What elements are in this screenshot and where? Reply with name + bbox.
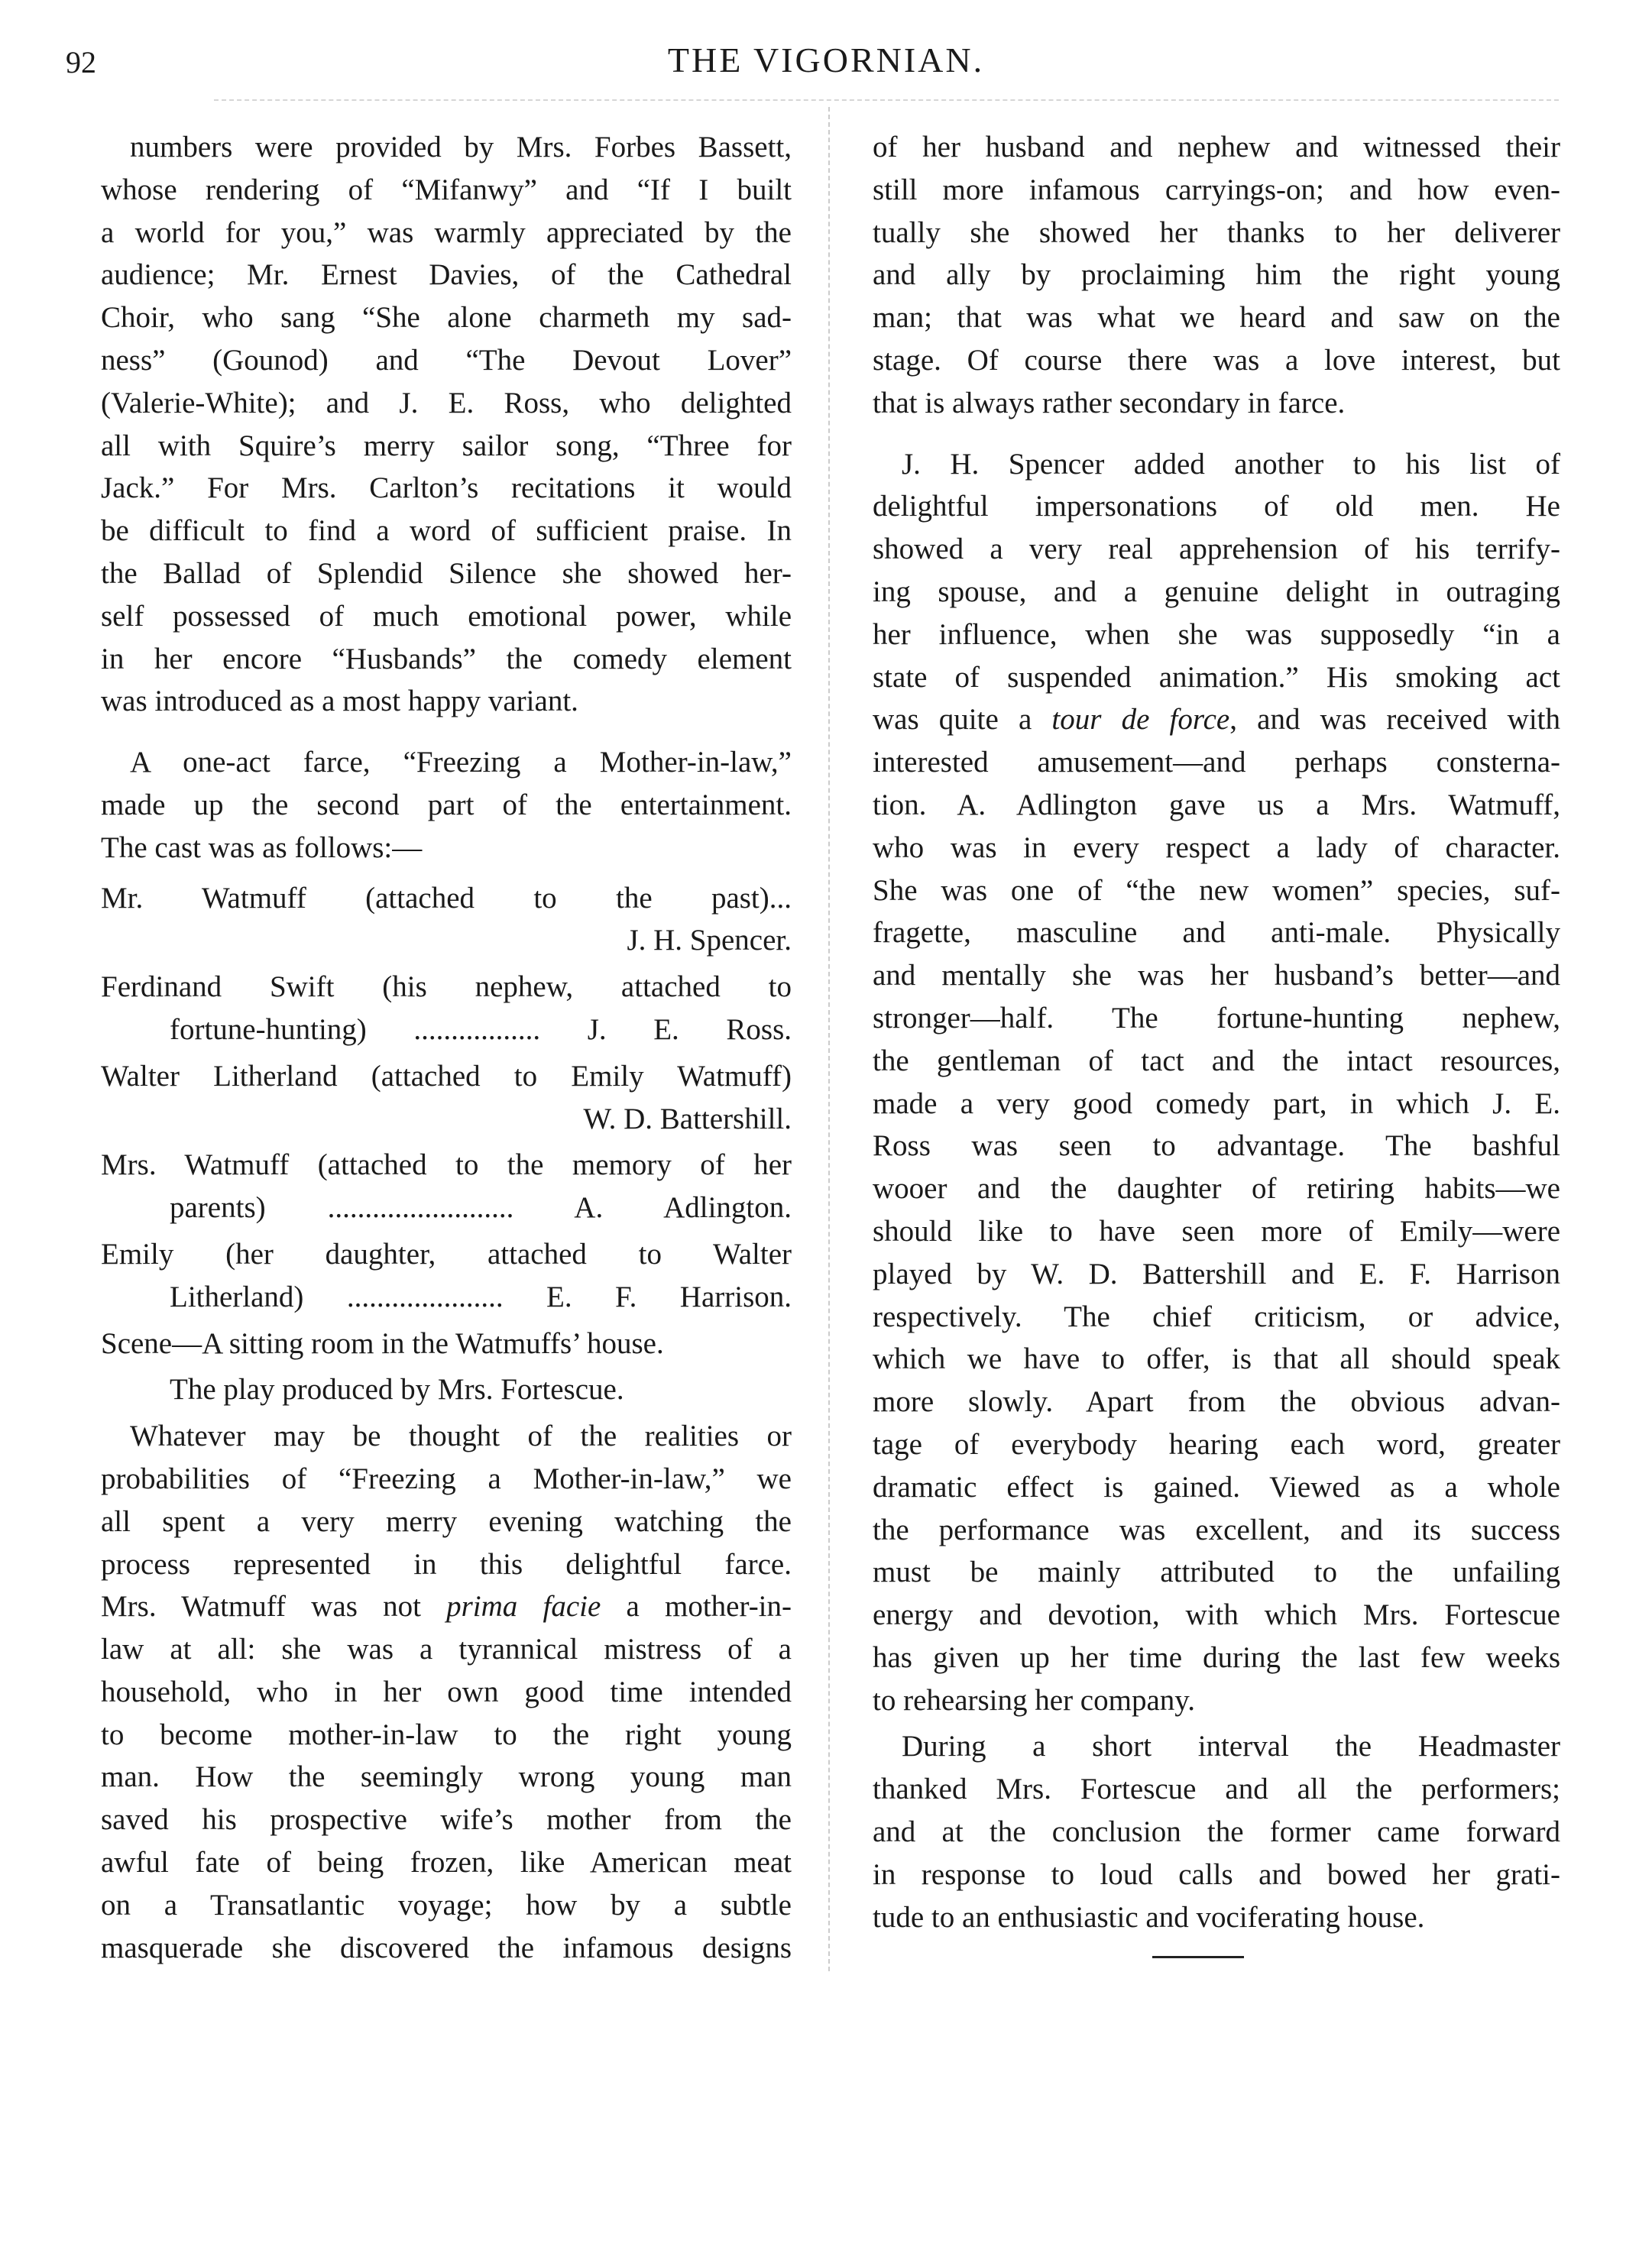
- text-line: masquerade she discovered the infamous designs: [101, 1931, 792, 1964]
- page-number: 92: [66, 45, 96, 79]
- text-line: played by W. D. Battershill and E. F. Harrison: [873, 1257, 1560, 1290]
- cast-actor: W. D. Battershill.: [583, 1102, 792, 1135]
- text-line: awful fate of being frozen, like American meat: [101, 1846, 792, 1880]
- paragraph: [873, 126, 1560, 425]
- text-line: J. H. Spencer added another to his list of: [902, 447, 1560, 481]
- text-line: Mr. Watmuff (attached to the past)...: [101, 881, 792, 915]
- text-line: fortune-hunting) ................. J. E. Ross.: [170, 1012, 792, 1046]
- text-line: who was in every respect a lady of character.: [873, 831, 1560, 864]
- text-line: and at the conclusion the former came forward: [873, 1815, 1560, 1849]
- paragraph: [101, 1415, 792, 1969]
- text-line: and mentally she was her husband’s better—and: [873, 959, 1560, 992]
- text-line: A one-act farce, “Freezing a Mother-in-law,”: [130, 746, 792, 779]
- text-line: state of suspended animation.” His smoking act: [873, 660, 1560, 694]
- page-title: THE VIGORNIAN.: [667, 40, 985, 79]
- text-line: tually she showed her thanks to her deliverer: [873, 215, 1560, 249]
- text-line: Litherland) ..................... E. F. Harrison.: [170, 1280, 792, 1313]
- text-line: [873, 698, 1560, 741]
- paragraph: [873, 1725, 1560, 1938]
- text-line: [101, 1585, 792, 1628]
- text-line: dramatic effect is gained. Viewed as a whole: [873, 1470, 1560, 1504]
- cast-entry: [101, 1233, 792, 1319]
- text-line: Emily (her daughter, attached to Walter: [101, 1237, 792, 1271]
- text-line: Jack.” For Mrs. Carlton’s recitations it would: [101, 471, 792, 505]
- text-line: The cast was as follows:—: [101, 831, 423, 864]
- text-line: energy and devotion, with which Mrs. Fortescue: [873, 1598, 1560, 1632]
- text-line: During a short interval the Headmaster: [902, 1730, 1560, 1763]
- text-line: probabilities of “Freezing a Mother-in-law,” we: [101, 1462, 792, 1495]
- italic-text: prima facie: [446, 1590, 601, 1624]
- text-line: interested amusement—and perhaps consterna-: [873, 746, 1560, 779]
- italic-text: tour de force: [1051, 703, 1230, 737]
- text-line: thanked Mrs. Fortescue and all the performers;: [873, 1773, 1560, 1806]
- text-line: Mrs. Watmuff (attached to the memory of her: [101, 1148, 792, 1182]
- producer-line: The play produced by Mrs. Fortescue.: [170, 1373, 624, 1407]
- text-line: Whatever may be thought of the realities or: [130, 1420, 792, 1453]
- text-line: to become mother-in-law to the right young: [101, 1718, 792, 1751]
- text-line: audience; Mr. Ernest Davies, of the Cathedral: [101, 258, 792, 292]
- text-line: has given up her time during the last few weeks: [873, 1640, 1560, 1674]
- text-line: whose rendering of “Mifanwy” and “If I built: [101, 173, 792, 206]
- left-column: [101, 126, 792, 1969]
- paragraph: [101, 741, 792, 869]
- cast-entry: [101, 877, 792, 963]
- text-line: Choir, who sang “She alone charmeth my sad-: [101, 301, 792, 335]
- text-line: delightful impersonations of old men. He: [873, 490, 1560, 523]
- text-line: parents) ......................... A. Adlington.: [170, 1191, 792, 1225]
- text-line: of her husband and nephew and witnessed their: [873, 131, 1560, 164]
- text-line: more slowly. Apart from the obvious advan-: [873, 1385, 1560, 1419]
- text-line: to rehearsing her company.: [873, 1683, 1195, 1717]
- text-line: Ferdinand Swift (his nephew, attached to: [101, 970, 792, 1004]
- text-line: saved his prospective wife’s mother from the: [101, 1803, 792, 1837]
- text-line: process represented in this delightful farce.: [101, 1547, 792, 1581]
- text-line: She was one of “the new women” species, suf-: [873, 873, 1560, 907]
- text-line: tion. A. Adlington gave us a Mrs. Watmuff,: [873, 788, 1560, 821]
- header-rule: [214, 99, 1559, 101]
- text-line: respectively. The chief criticism, or advice,: [873, 1300, 1560, 1333]
- text-line: tage of everybody hearing each word, greater: [873, 1427, 1560, 1461]
- text-line: that is always rather secondary in farce.: [873, 386, 1346, 419]
- cast-entry: [101, 1144, 792, 1229]
- text-line: a world for you,” was warmly appreciated by the: [101, 215, 792, 249]
- text-line: on a Transatlantic voyage; how by a subtle: [101, 1888, 792, 1922]
- text-line: Ross was seen to advantage. The bashful: [873, 1129, 1560, 1163]
- text-line: all with Squire’s merry sailor song, “Three for: [101, 429, 792, 462]
- cast-actor: J. H. Spencer.: [627, 924, 792, 957]
- text-line: man. How the seemingly wrong young man: [101, 1760, 792, 1794]
- text-line: law at all: she was a tyrannical mistress of a: [101, 1633, 792, 1666]
- text-line: was introduced as a most happy variant.: [101, 685, 578, 718]
- text-line: the Ballad of Splendid Silence she showed her-: [101, 556, 792, 590]
- text-line: which we have to offer, is that all should speak: [873, 1342, 1560, 1376]
- text-segment: a mother-in-: [601, 1590, 792, 1624]
- text-line: stage. Of course there was a love interest, but: [873, 343, 1560, 377]
- text-line: Walter Litherland (attached to Emily Watmuff): [101, 1059, 792, 1093]
- text-line: should like to have seen more of Emily—were: [873, 1214, 1560, 1248]
- text-line: showed a very real apprehension of his terrify-: [873, 533, 1560, 566]
- scene-line: Scene—A sitting room in the Watmuffs’ house.: [101, 1326, 664, 1360]
- cast-list: [101, 877, 792, 1319]
- text-line: tude to an enthusiastic and vociferating house.: [873, 1900, 1425, 1934]
- text-line: all spent a very merry evening watching the: [101, 1504, 792, 1538]
- text-segment: , and was received with: [1229, 703, 1560, 737]
- text-line: must be mainly attributed to the unfailing: [873, 1556, 1560, 1589]
- text-line: made up the second part of the entertainment.: [101, 788, 792, 821]
- end-rule: [1152, 1956, 1244, 1958]
- text-line: in her encore “Husbands” the comedy element: [101, 642, 792, 675]
- text-line: fragette, masculine and anti-male. Physically: [873, 916, 1560, 950]
- text-line: in response to loud calls and bowed her grati-: [873, 1857, 1560, 1891]
- text-line: the gentleman of tact and the intact resources,: [873, 1044, 1560, 1077]
- text-line: made a very good comedy part, in which J. E.: [873, 1086, 1560, 1120]
- text-line: self possessed of much emotional power, while: [101, 599, 792, 633]
- column-divider: [828, 107, 830, 1971]
- text-line: ness” (Gounod) and “The Devout Lover”: [101, 343, 792, 377]
- text-line: the performance was excellent, and its success: [873, 1513, 1560, 1546]
- cast-entry: [101, 966, 792, 1051]
- text-line: be difficult to find a word of sufficient praise. In: [101, 514, 792, 548]
- text-line: (Valerie-White); and J. E. Ross, who delighted: [101, 386, 792, 419]
- text-line: ing spouse, and a genuine delight in outraging: [873, 575, 1560, 608]
- text-line: man; that was what we heard and saw on the: [873, 301, 1560, 335]
- cast-entry: [101, 1055, 792, 1141]
- paragraph: [873, 443, 1560, 1722]
- paragraph: [101, 126, 792, 723]
- text-line: numbers were provided by Mrs. Forbes Bassett,: [130, 131, 792, 164]
- text-line: and ally by proclaiming him the right young: [873, 258, 1560, 292]
- text-segment: was quite a: [873, 703, 1052, 737]
- right-column: [873, 126, 1560, 1938]
- text-segment: Mrs. Watmuff was not: [101, 1590, 447, 1624]
- text-line: her influence, when she was supposedly “in a: [873, 617, 1560, 651]
- text-line: household, who in her own good time intended: [101, 1675, 792, 1708]
- text-line: stronger—half. The fortune-hunting nephew,: [873, 1001, 1560, 1035]
- text-line: still more infamous carryings-on; and how even-: [873, 173, 1560, 206]
- text-line: wooer and the daughter of retiring habits—we: [873, 1172, 1560, 1206]
